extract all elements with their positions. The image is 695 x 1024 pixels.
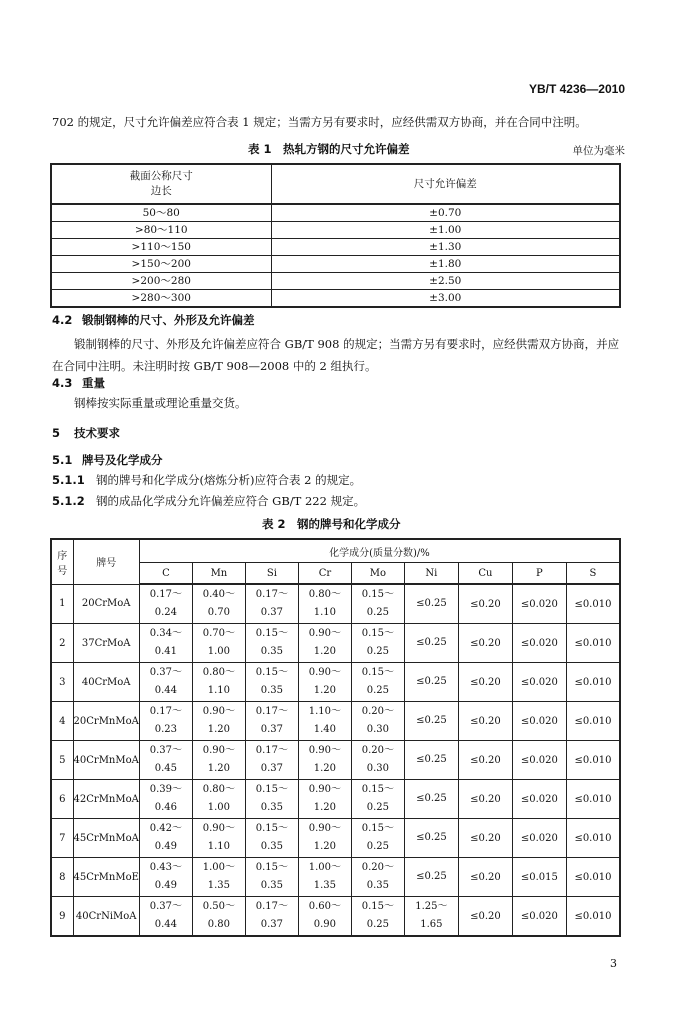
table2-ni-value: ≤0.25 bbox=[416, 637, 447, 648]
table2-cr-value: 1.00～ bbox=[308, 862, 342, 873]
table2-mo-value: 0.35 bbox=[366, 880, 390, 891]
table2-si-value: 0.35 bbox=[260, 646, 284, 657]
table2-mn-value: 0.80～ bbox=[202, 784, 236, 795]
table2-mo-value: 0.15～ bbox=[361, 589, 395, 600]
table2-element-header: Si bbox=[245, 563, 298, 585]
table2-p-cell: ≤0.020 bbox=[512, 584, 566, 624]
table2-c-value: 0.37～ bbox=[149, 667, 183, 678]
table2-p-cell: ≤0.020 bbox=[512, 897, 566, 937]
table1-tolerance-cell: ±1.00 bbox=[271, 222, 620, 239]
table2-si-cell bbox=[245, 663, 298, 702]
table2-si-value: 0.15～ bbox=[255, 784, 289, 795]
table2-ni-value: ≤0.25 bbox=[416, 871, 447, 882]
table1 bbox=[50, 163, 621, 308]
table2-mn-value: 1.00～ bbox=[202, 862, 236, 873]
table2-cr-cell bbox=[298, 663, 351, 702]
table2-mn-cell bbox=[192, 897, 245, 937]
table2-cr-cell bbox=[298, 780, 351, 819]
table2-seq-cell: 9 bbox=[51, 897, 73, 937]
table2-mo-value: 0.15～ bbox=[361, 901, 395, 912]
table2-s-cell: ≤0.010 bbox=[566, 624, 620, 663]
table2-ni-value: ≤0.25 bbox=[416, 754, 447, 765]
section-5-1-1-number: 5.1.1 bbox=[52, 473, 85, 487]
table2-cr-value: 0.90 bbox=[313, 919, 337, 930]
table2-mo-value: 0.25 bbox=[366, 607, 390, 618]
table1-row bbox=[51, 222, 620, 239]
table2-col-seq-header-line2: 号 bbox=[57, 565, 68, 577]
table2-c-value: 0.49 bbox=[154, 841, 178, 852]
table2-mn-cell bbox=[192, 780, 245, 819]
table2-c-cell bbox=[139, 897, 192, 937]
table2-mn-value: 1.20 bbox=[207, 724, 231, 735]
table2-cr-value: 0.60～ bbox=[308, 901, 342, 912]
table2-element-header: S bbox=[566, 563, 620, 585]
table2-row bbox=[51, 624, 620, 663]
table2-s-cell: ≤0.010 bbox=[566, 702, 620, 741]
table2-row bbox=[51, 780, 620, 819]
table2-cr-value: 1.40 bbox=[313, 724, 337, 735]
table2-mo-cell bbox=[351, 702, 404, 741]
table2-col-grade-header: 牌号 bbox=[73, 539, 139, 584]
section-5-1-2 bbox=[52, 490, 627, 512]
section-4-3-heading bbox=[52, 375, 105, 391]
table2-c-cell bbox=[139, 780, 192, 819]
table1-caption: 表 1 热轧方钢的尺寸允许偏差 bbox=[248, 142, 410, 156]
table1-size-cell: >280～300 bbox=[51, 290, 271, 308]
table2-si-cell bbox=[245, 780, 298, 819]
table2-row bbox=[51, 858, 620, 897]
table2-cu-cell: ≤0.20 bbox=[458, 741, 512, 780]
table1-col-size-header-line2: 边长 bbox=[150, 185, 172, 197]
table2-ni-cell bbox=[404, 663, 458, 702]
table2-si-value: 0.15～ bbox=[255, 823, 289, 834]
table2-mo-cell bbox=[351, 819, 404, 858]
table2-mo-value: 0.15～ bbox=[361, 667, 395, 678]
table2-c-value: 0.44 bbox=[154, 919, 178, 930]
table2-s-cell: ≤0.010 bbox=[566, 741, 620, 780]
table1-row bbox=[51, 204, 620, 222]
table2-c-value: 0.44 bbox=[154, 685, 178, 696]
table2-seq-cell: 6 bbox=[51, 780, 73, 819]
table2-cr-cell bbox=[298, 702, 351, 741]
table2-seq-cell: 1 bbox=[51, 584, 73, 624]
table2-seq-cell: 3 bbox=[51, 663, 73, 702]
page-number: 3 bbox=[610, 957, 617, 970]
table2-p-cell: ≤0.020 bbox=[512, 780, 566, 819]
table2-si-cell bbox=[245, 702, 298, 741]
table2-mo-value: 0.20～ bbox=[361, 745, 395, 756]
table2-mo-value: 0.25 bbox=[366, 802, 390, 813]
table2-ni-cell bbox=[404, 858, 458, 897]
table2-mn-value: 0.50～ bbox=[202, 901, 236, 912]
table2-grade-cell: 20CrMoA bbox=[73, 584, 139, 624]
table2-element-header: Ni bbox=[404, 563, 458, 585]
table2-mo-cell bbox=[351, 741, 404, 780]
table2-si-value: 0.37 bbox=[260, 607, 284, 618]
table2-s-cell: ≤0.010 bbox=[566, 584, 620, 624]
table2-mo-cell bbox=[351, 624, 404, 663]
table2-c-value: 0.23 bbox=[154, 724, 178, 735]
table2-mn-cell bbox=[192, 624, 245, 663]
table2-mo-value: 0.20～ bbox=[361, 862, 395, 873]
table2-p-cell: ≤0.020 bbox=[512, 663, 566, 702]
table2-ni-cell bbox=[404, 780, 458, 819]
table2-mo-value: 0.30 bbox=[366, 763, 390, 774]
table2-c-value: 0.37～ bbox=[149, 745, 183, 756]
table2-mo-cell bbox=[351, 858, 404, 897]
table2-si-value: 0.15～ bbox=[255, 667, 289, 678]
table2-si-value: 0.35 bbox=[260, 841, 284, 852]
table2-c-value: 0.39～ bbox=[149, 784, 183, 795]
table2-c-cell bbox=[139, 741, 192, 780]
table2-si-value: 0.17～ bbox=[255, 706, 289, 717]
table2-cr-value: 1.10 bbox=[313, 607, 337, 618]
table2-si-cell bbox=[245, 858, 298, 897]
table2-p-cell: ≤0.020 bbox=[512, 702, 566, 741]
table2-si-value: 0.37 bbox=[260, 763, 284, 774]
section-4-2-text: 锻制钢棒的尺寸、外形及允许偏差应符合 GB/T 908 的规定；当需方另有要求时，应经供需双方协商，并应在合同中注明。未注明时按 GB/T 908—2008 中的 2 组执行。 bbox=[52, 337, 620, 373]
table2-mn-cell bbox=[192, 819, 245, 858]
table2-grade-cell: 40CrMnMoA bbox=[73, 741, 139, 780]
table2-c-cell bbox=[139, 858, 192, 897]
table2-element-header: Mo bbox=[351, 563, 404, 585]
table2-si-value: 0.15～ bbox=[255, 628, 289, 639]
table2-grade-cell: 45CrMnMoA bbox=[73, 819, 139, 858]
table1-col-size-header-line1: 截面公称尺寸 bbox=[129, 170, 193, 182]
table2-s-cell: ≤0.010 bbox=[566, 858, 620, 897]
table2-c-value: 0.49 bbox=[154, 880, 178, 891]
table2-cr-cell bbox=[298, 897, 351, 937]
table2-si-value: 0.17～ bbox=[255, 745, 289, 756]
table2-si-cell bbox=[245, 819, 298, 858]
section-5-1-number: 5.1 bbox=[52, 453, 73, 467]
table2-ni-value: 1.25～ bbox=[415, 901, 448, 912]
table1-col-size-header bbox=[51, 164, 271, 204]
table2-row bbox=[51, 897, 620, 937]
standard-number: YB/T 4236—2010 bbox=[528, 82, 625, 96]
table2-c-value: 0.34～ bbox=[149, 628, 183, 639]
table2-mn-value: 0.80 bbox=[207, 919, 231, 930]
table2-mn-cell bbox=[192, 702, 245, 741]
table2-cu-cell: ≤0.20 bbox=[458, 858, 512, 897]
table2-mn-value: 0.70～ bbox=[202, 628, 236, 639]
table2-ni-cell bbox=[404, 897, 458, 937]
table2-cr-value: 1.35 bbox=[313, 880, 337, 891]
table2-cu-cell: ≤0.20 bbox=[458, 624, 512, 663]
table2-col-seq-header-line1: 序 bbox=[57, 550, 68, 562]
table2-seq-cell: 5 bbox=[51, 741, 73, 780]
table2-mo-cell bbox=[351, 663, 404, 702]
table2-mo-cell bbox=[351, 897, 404, 937]
table2-row bbox=[51, 741, 620, 780]
table2-mo-cell bbox=[351, 584, 404, 624]
table2-caption: 表 2 钢的牌号和化学成分 bbox=[262, 517, 401, 531]
table2-cr-value: 0.90～ bbox=[308, 823, 342, 834]
table2-cr-value: 0.80～ bbox=[308, 589, 342, 600]
table2-si-value: 0.17～ bbox=[255, 901, 289, 912]
table2-mo-value: 0.15～ bbox=[361, 628, 395, 639]
table2-si-cell bbox=[245, 741, 298, 780]
table2-row bbox=[51, 584, 620, 624]
table2-ni-value: ≤0.25 bbox=[416, 598, 447, 609]
table2-c-value: 0.43～ bbox=[149, 862, 183, 873]
table2-mo-value: 0.15～ bbox=[361, 823, 395, 834]
table2-mo-value: 0.25 bbox=[366, 919, 390, 930]
table2-si-value: 0.37 bbox=[260, 724, 284, 735]
table2-seq-cell: 8 bbox=[51, 858, 73, 897]
section-5-1-title: 牌号及化学成分 bbox=[82, 453, 163, 467]
table2-mo-value: 0.30 bbox=[366, 724, 390, 735]
table2-seq-cell: 4 bbox=[51, 702, 73, 741]
table2-c-value: 0.17～ bbox=[149, 706, 183, 717]
table2-grade-cell: 45CrMnMoE bbox=[73, 858, 139, 897]
table2-cr-cell bbox=[298, 624, 351, 663]
table2-cr-value: 1.10～ bbox=[308, 706, 342, 717]
table2-grade-cell: 37CrMoA bbox=[73, 624, 139, 663]
intro-paragraph: 702 的规定，尺寸允许偏差应符合表 1 规定；当需方另有要求时，应经供需双方协商，并在合同中注明。 bbox=[52, 115, 587, 129]
table2-c-cell bbox=[139, 624, 192, 663]
table1-size-cell: >110～150 bbox=[51, 239, 271, 256]
section-4-3-title: 重量 bbox=[82, 376, 105, 390]
table1-row bbox=[51, 290, 620, 308]
table1-tolerance-cell: ±0.70 bbox=[271, 204, 620, 222]
table1-unit: 单位为毫米 bbox=[572, 145, 625, 157]
table2-cr-cell bbox=[298, 584, 351, 624]
table2-row bbox=[51, 819, 620, 858]
table2-grade-cell: 42CrMnMoA bbox=[73, 780, 139, 819]
section-5-1-heading bbox=[52, 452, 163, 468]
table2-cr-value: 1.20 bbox=[313, 763, 337, 774]
table2-ni-value: ≤0.25 bbox=[416, 832, 447, 843]
table2-mo-value: 0.25 bbox=[366, 841, 390, 852]
table2-s-cell: ≤0.010 bbox=[566, 819, 620, 858]
table2-row bbox=[51, 702, 620, 741]
table2-seq-cell: 2 bbox=[51, 624, 73, 663]
table2-cr-value: 0.90～ bbox=[308, 745, 342, 756]
table1-row bbox=[51, 256, 620, 273]
table2-p-cell: ≤0.020 bbox=[512, 741, 566, 780]
table2-cr-value: 0.90～ bbox=[308, 784, 342, 795]
table2-composition-header: 化学成分(质量分数)/% bbox=[139, 539, 620, 563]
table2-s-cell: ≤0.010 bbox=[566, 780, 620, 819]
table2-ni-value: 1.65 bbox=[420, 919, 443, 930]
table2-cr-cell bbox=[298, 858, 351, 897]
table2-s-cell: ≤0.010 bbox=[566, 663, 620, 702]
table2-grade-cell: 20CrMnMoA bbox=[73, 702, 139, 741]
table1-size-cell: >200～280 bbox=[51, 273, 271, 290]
table2-row bbox=[51, 663, 620, 702]
section-5-1-1-text: 钢的牌号和化学成分(熔炼分析)应符合表 2 的规定。 bbox=[96, 473, 362, 487]
table2-mn-value: 0.40～ bbox=[202, 589, 236, 600]
table2-mn-value: 1.00 bbox=[207, 802, 231, 813]
table2-mo-value: 0.15～ bbox=[361, 784, 395, 795]
table2-cu-cell: ≤0.20 bbox=[458, 897, 512, 937]
table2-ni-cell bbox=[404, 741, 458, 780]
table2-si-value: 0.35 bbox=[260, 802, 284, 813]
table2-cu-cell: ≤0.20 bbox=[458, 819, 512, 858]
table2-si-cell bbox=[245, 897, 298, 937]
table2-c-cell bbox=[139, 819, 192, 858]
table2-seq-cell: 7 bbox=[51, 819, 73, 858]
table2-mo-value: 0.25 bbox=[366, 685, 390, 696]
section-4-2-number: 4.2 bbox=[52, 313, 73, 327]
table2-si-cell bbox=[245, 584, 298, 624]
section-5-1-2-number: 5.1.2 bbox=[52, 494, 85, 508]
table2-p-cell: ≤0.020 bbox=[512, 819, 566, 858]
table2-p-cell: ≤0.020 bbox=[512, 624, 566, 663]
table2-cu-cell: ≤0.20 bbox=[458, 702, 512, 741]
table2-cr-value: 1.20 bbox=[313, 646, 337, 657]
table2-mn-value: 0.90～ bbox=[202, 706, 236, 717]
table1-tolerance-cell: ±2.50 bbox=[271, 273, 620, 290]
table2-c-value: 0.46 bbox=[154, 802, 178, 813]
table2-grade-cell: 40CrMoA bbox=[73, 663, 139, 702]
table2-mn-value: 1.10 bbox=[207, 841, 231, 852]
table2-element-header: Cu bbox=[458, 563, 512, 585]
table2-grade-cell: 40CrNiMoA bbox=[73, 897, 139, 937]
table2-element-header: C bbox=[139, 563, 192, 585]
table2-mn-value: 0.90～ bbox=[202, 745, 236, 756]
section-4-3-text: 钢棒按实际重量或理论重量交货。 bbox=[74, 396, 247, 410]
table2-ni-cell bbox=[404, 584, 458, 624]
table2-c-cell bbox=[139, 702, 192, 741]
table2-cu-cell: ≤0.20 bbox=[458, 780, 512, 819]
table2-c-value: 0.41 bbox=[154, 646, 178, 657]
table2-si-cell bbox=[245, 624, 298, 663]
table2-c-value: 0.45 bbox=[154, 763, 178, 774]
table2-mn-value: 0.90～ bbox=[202, 823, 236, 834]
table2-cr-value: 0.90～ bbox=[308, 667, 342, 678]
table2-mn-cell bbox=[192, 663, 245, 702]
table2-cr-value: 1.20 bbox=[313, 841, 337, 852]
table2-mn-cell bbox=[192, 584, 245, 624]
table2-element-header: P bbox=[512, 563, 566, 585]
table2-mo-value: 0.20～ bbox=[361, 706, 395, 717]
section-5-1-2-text: 钢的成品化学成分允许偏差应符合 GB/T 222 规定。 bbox=[96, 494, 366, 508]
section-5-1-1 bbox=[52, 469, 627, 491]
table2-c-cell bbox=[139, 584, 192, 624]
table2-c-value: 0.17～ bbox=[149, 589, 183, 600]
table1-size-cell: 50～80 bbox=[51, 204, 271, 222]
section-5-title: 技术要求 bbox=[74, 426, 120, 440]
section-5-heading bbox=[52, 425, 120, 441]
table2-ni-cell bbox=[404, 624, 458, 663]
table2-c-value: 0.24 bbox=[154, 607, 178, 618]
table1-tolerance-cell: ±1.30 bbox=[271, 239, 620, 256]
table2-element-header: Mn bbox=[192, 563, 245, 585]
table2-mn-cell bbox=[192, 741, 245, 780]
table2 bbox=[50, 538, 621, 937]
table2-p-cell: ≤0.015 bbox=[512, 858, 566, 897]
table1-size-cell: >80～110 bbox=[51, 222, 271, 239]
table2-si-value: 0.17～ bbox=[255, 589, 289, 600]
section-5-number: 5 bbox=[52, 426, 61, 440]
section-4-2-heading bbox=[52, 312, 255, 328]
table1-tolerance-cell: ±3.00 bbox=[271, 290, 620, 308]
table2-si-value: 0.35 bbox=[260, 685, 284, 696]
table2-c-value: 0.37～ bbox=[149, 901, 183, 912]
table2-ni-cell bbox=[404, 702, 458, 741]
table2-mn-value: 1.10 bbox=[207, 685, 231, 696]
table2-cr-value: 0.90～ bbox=[308, 628, 342, 639]
section-4-3-number: 4.3 bbox=[52, 376, 73, 390]
table2-si-value: 0.15～ bbox=[255, 862, 289, 873]
table2-mn-value: 1.35 bbox=[207, 880, 231, 891]
table2-cr-cell bbox=[298, 741, 351, 780]
table2-cr-value: 1.20 bbox=[313, 685, 337, 696]
table2-ni-value: ≤0.25 bbox=[416, 715, 447, 726]
table2-s-cell: ≤0.010 bbox=[566, 897, 620, 937]
table2-c-value: 0.42～ bbox=[149, 823, 183, 834]
table2-ni-value: ≤0.25 bbox=[416, 793, 447, 804]
table2-cu-cell: ≤0.20 bbox=[458, 663, 512, 702]
table1-size-cell: >150～200 bbox=[51, 256, 271, 273]
table2-si-value: 0.37 bbox=[260, 919, 284, 930]
table2-element-header: Cr bbox=[298, 563, 351, 585]
table2-cr-cell bbox=[298, 819, 351, 858]
section-4-2-title: 锻制钢棒的尺寸、外形及允许偏差 bbox=[82, 313, 255, 327]
table1-row bbox=[51, 239, 620, 256]
table2-mn-cell bbox=[192, 858, 245, 897]
table2-col-seq-header bbox=[51, 539, 73, 584]
table2-mn-value: 1.00 bbox=[207, 646, 231, 657]
table1-row bbox=[51, 273, 620, 290]
table2-mo-cell bbox=[351, 780, 404, 819]
table2-mn-value: 1.20 bbox=[207, 763, 231, 774]
table2-si-value: 0.35 bbox=[260, 880, 284, 891]
table2-cr-value: 1.20 bbox=[313, 802, 337, 813]
table2-cu-cell: ≤0.20 bbox=[458, 584, 512, 624]
table2-ni-value: ≤0.25 bbox=[416, 676, 447, 687]
table2-ni-cell bbox=[404, 819, 458, 858]
table2-mo-value: 0.25 bbox=[366, 646, 390, 657]
table1-col-tol-header: 尺寸允许偏差 bbox=[271, 164, 620, 204]
table1-tolerance-cell: ±1.80 bbox=[271, 256, 620, 273]
table2-mn-value: 0.70 bbox=[207, 607, 231, 618]
table2-mn-value: 0.80～ bbox=[202, 667, 236, 678]
table2-c-cell bbox=[139, 663, 192, 702]
